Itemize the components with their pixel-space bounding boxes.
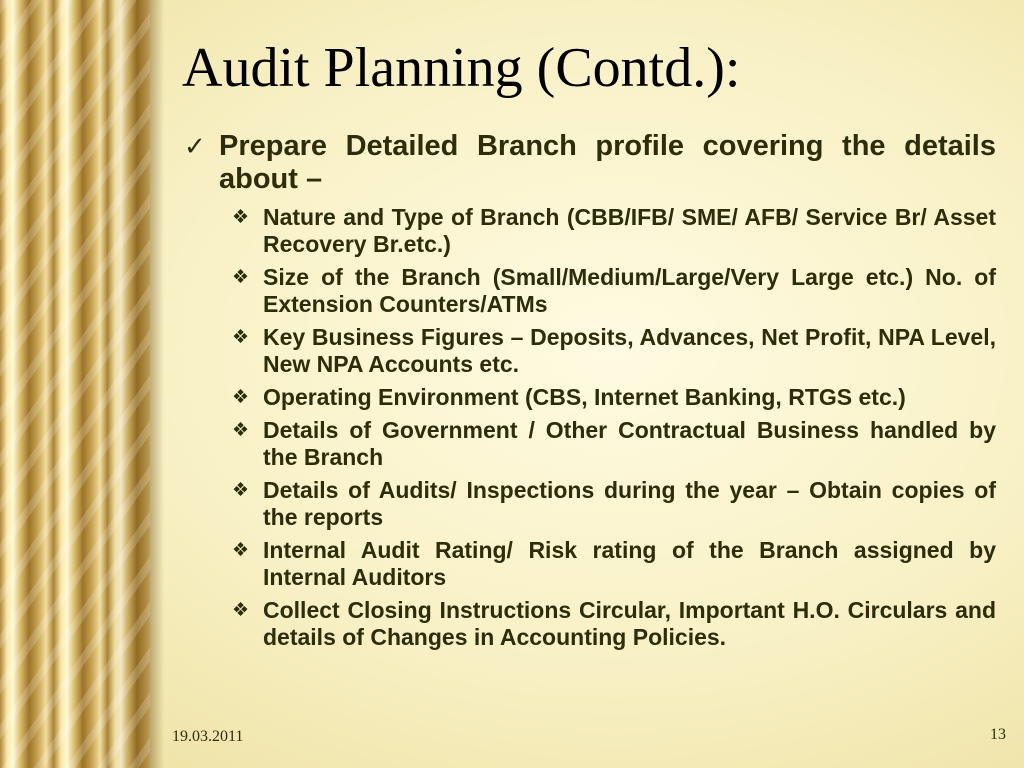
sub-bullet (232, 384, 996, 411)
sub-bullet (232, 537, 996, 591)
sub-bullet-text: Nature and Type of Branch (CBB/IFB/ SME/ AFB/ Service Br/ Asset Recovery Br.etc.) (263, 204, 996, 257)
diamond-bullet-icon: ❖ (232, 327, 250, 348)
sub-bullet (232, 477, 996, 531)
sub-bullet-text: Size of the Branch (Small/Medium/Large/Very Large etc.) No. of Extension Counters/ATMs (263, 264, 996, 317)
slide-content (182, 130, 996, 657)
diamond-bullet-icon: ❖ (232, 207, 250, 228)
diamond-bullet-icon: ❖ (232, 267, 250, 288)
main-bullet (182, 130, 996, 196)
sub-bullet (232, 264, 996, 318)
footer-date: 19.03.2011 (172, 728, 244, 745)
checkmark-icon: ✓ (184, 131, 206, 161)
sub-bullet-text: Internal Audit Rating/ Risk rating of the Branch assigned by Internal Auditors (263, 537, 996, 590)
sub-bullet (232, 204, 996, 258)
sub-bullet-text: Collect Closing Instructions Circular, Important H.O. Circulars and details of Changes in Accounting Policies. (263, 597, 996, 650)
sub-bullet-text: Key Business Figures – Deposits, Advances, Net Profit, NPA Level, New NPA Accounts etc. (263, 324, 996, 377)
sub-bullet-text: Details of Government / Other Contractual Business handled by the Branch (263, 417, 996, 470)
diamond-bullet-icon: ❖ (232, 420, 250, 441)
diamond-bullet-icon: ❖ (232, 387, 250, 408)
sub-bullet-text: Operating Environment (CBS, Internet Banking, RTGS etc.) (263, 384, 906, 410)
pillar-shadow (150, 0, 164, 768)
sub-bullet (232, 417, 996, 471)
slide-title: Audit Planning (Contd.): (182, 37, 741, 99)
diamond-bullet-icon: ❖ (232, 540, 250, 561)
diamond-bullet-icon: ❖ (232, 480, 250, 501)
sub-bullet (232, 324, 996, 378)
diamond-bullet-icon: ❖ (232, 600, 250, 621)
page-number: 13 (990, 726, 1006, 743)
sub-bullet (232, 597, 996, 651)
sub-bullet-text: Details of Audits/ Inspections during the year – Obtain copies of the reports (263, 477, 996, 530)
main-bullet-text: Prepare Detailed Branch profile covering the details about – (219, 130, 996, 195)
decorative-pillar (0, 0, 150, 768)
